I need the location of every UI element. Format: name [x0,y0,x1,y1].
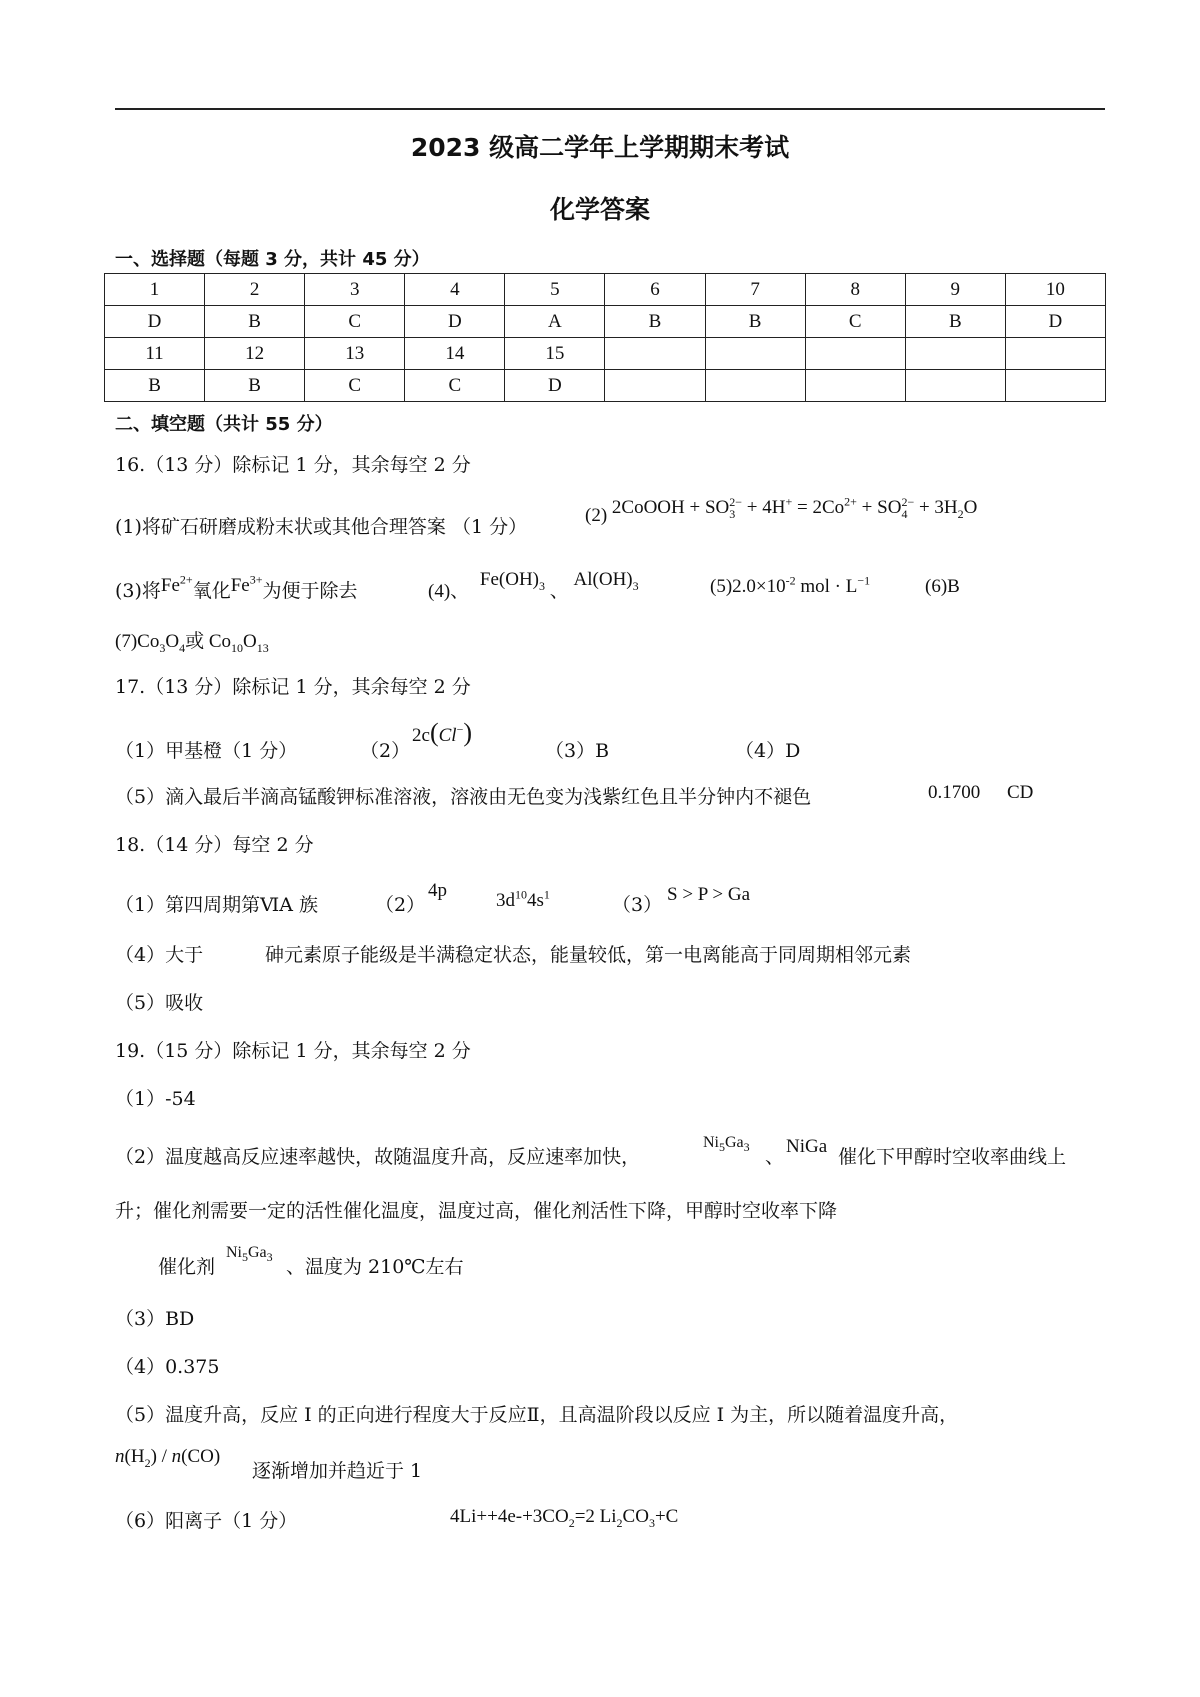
q17-header: 17.（13 分）除标记 1 分，其余每空 2 分 [115,676,471,698]
text: Ni [226,1244,242,1261]
page-subtitle: 化学答案 [549,195,650,224]
text: Fe(OH) [479,569,540,590]
table-cell: 12 [205,338,305,370]
table-cell: 14 [405,338,505,370]
text: 2c [412,725,430,746]
table-cell: 10 [1005,274,1105,306]
text: n [171,1446,182,1467]
q18-answer-3: S > P > Ga [667,884,751,905]
q17-answer-1: （1）甲基橙（1 分） [115,740,298,762]
q19-answer-6-equation: $4Li++4e-+3CO_2=2$ $Li_2CO_3+C$ [450,1506,679,1530]
text: / [156,1446,172,1467]
feoh3: $Fe(OH)_3$ [479,569,546,593]
text: Ga [725,1134,744,1151]
q19-line3-catalyst: $Ni_5Ga_3$ [226,1244,273,1265]
section-1-heading: 一、选择题（每题 3 分，共计 45 分） [115,249,430,270]
q19-answer-4: （4）0.375 [115,1356,220,1378]
q16-answer-4 [428,569,639,603]
q17-answer-4: （4）D [735,740,801,762]
q19-answer-6: （6）阳离子（1 分） [115,1510,298,1532]
table-cell [605,338,705,370]
q19-answer-3: （3）BD [115,1308,195,1330]
q16-answer-1: (1)将矿石研磨成粉末状或其他合理答案 （1 分） [115,516,528,538]
q17-answer-5-value: 0.1700 [928,782,981,803]
text: =2 Li [574,1506,617,1527]
q19-catalyst-ni5ga3: $Ni_5Ga_3$ [703,1134,750,1155]
q17-answer-2: 2c(Cl−) [412,718,473,747]
eq-part: + 3H [914,497,958,518]
q17-answer-3: （3）B [545,740,610,762]
table-cell: B [905,306,1005,338]
aloh3: $Al(OH)_3$ [573,569,639,593]
q18-answer-3-label: （3） [612,894,663,916]
table-cell [905,338,1005,370]
text: mol · L [795,576,858,597]
q16-header: 16.（13 分）除标记 1 分，其余每空 2 分 [115,454,471,476]
q18-answer-4: 砷元素原子能级是半满稳定状态，能量较低，第一电离能高于同周期相邻元素 [265,944,912,966]
table-cell: B [105,370,205,402]
text: O [165,631,180,652]
fe2-ion: $Fe^{2+}$ [160,572,193,596]
table-cell: 2 [205,274,305,306]
table-cell [905,370,1005,402]
eq-part: = 2Co [792,497,845,518]
table-cell: C [405,370,505,402]
table-cell: D [405,306,505,338]
table-cell [805,338,905,370]
answer-table [104,273,1106,402]
q19-answer-1: （1）-54 [115,1088,196,1110]
table-cell: 15 [505,338,605,370]
fe3-ion: $Fe^{3+}$ [230,572,263,596]
text: (CO) [181,1446,221,1467]
table-cell: 11 [105,338,205,370]
table-cell: 8 [805,274,905,306]
q17-answer-5: （5）滴入最后半滴高锰酸钾标准溶液，溶液由无色变为浅紫红色且半分钟内不褪色 [115,786,812,808]
table-cell: C [805,306,905,338]
table-cell [1005,370,1105,402]
q19-answer-2-part1: （2）温度越高反应速率越快，故随温度升高，反应速率加快， [115,1146,641,1168]
text: O [243,631,257,652]
table-cell [705,370,805,402]
q19-header: 19.（15 分）除标记 1 分，其余每空 2 分 [115,1040,471,1062]
table-cell: B [705,306,805,338]
table-cell: 7 [705,274,805,306]
q18-answer-2b: $3d^{10}4s^1$ [496,887,550,911]
text: (3)将 [115,580,161,602]
table-cell: 4 [405,274,505,306]
table-row [105,274,1106,306]
text: CO [622,1506,649,1527]
text: 3d [496,890,515,911]
text: (7)Co [115,631,160,652]
q19-answer-2-line3-a: 催化剂 [158,1256,216,1278]
q18-answer-2a: 4p [428,880,447,901]
text: 或 Co [185,631,231,652]
table-cell: C [305,306,405,338]
table-row [105,370,1106,402]
page-title: 2023 级高二学年上学期期末考试 [410,133,790,162]
q19-answer-5-line1: （5）温度升高，反应 I 的正向进行程度大于反应Ⅱ，且高温阶段以反应 I 为主，所以随着温度升高， [115,1404,959,1426]
eq-part: + 4H [742,497,786,518]
table-cell: B [205,370,305,402]
exponent: -2 [785,573,796,588]
table-cell: 6 [605,274,705,306]
q16-a2-equation: 2CoOOH + $SO_3^{2-} + 4H^+ = 2Co^{2+} + SO_4^{2-} + 3H_2O$ [611,494,978,521]
table-cell: D [105,306,205,338]
q16-answer-2 [585,494,978,527]
top-rule [115,108,1105,110]
table-cell: 3 [305,274,405,306]
q17-answer-5-options: CD [1007,782,1034,803]
q18-answer-5: （5）吸收 [115,992,204,1014]
q19-answer-5-line2: 逐渐增加并趋近于 1 [252,1460,423,1482]
q19-ratio-formula: $n(H_2) / n(CO)$ [115,1446,221,1470]
text: Ni [703,1134,719,1151]
table-cell: 13 [305,338,405,370]
table-cell [605,370,705,402]
table-cell [705,338,805,370]
section-2-heading: 二、填空题（共计 55 分） [115,414,333,435]
q18-answer-4-label: （4）大于 [115,944,204,966]
q17-answer-2-label: （2） [360,740,411,762]
text: Cl [438,725,457,746]
table-cell: C [305,370,405,402]
text: (H [124,1446,145,1467]
q19-answer-2-line3-b: 、温度为 210℃左右 [286,1256,464,1278]
text: Fe [230,575,250,596]
text: n [115,1446,125,1467]
table-cell: 1 [105,274,205,306]
q16-answer-7: $(7)Co_3O_4$或 $Co_{10}O_{13}$ [115,631,269,655]
table-row [105,306,1106,338]
eq-part: 2CoOOH + SO [611,497,730,518]
text: 4s [527,890,544,911]
table-cell [805,370,905,402]
text: (4)、 [428,581,470,602]
q19-catalyst-niga: NiGa [786,1136,828,1157]
text: (5)2.0×10 [710,576,786,597]
text: ) [150,1446,157,1467]
text: 、 [549,581,569,602]
q19-sep: 、 [765,1146,785,1168]
q16-answer-5 [710,573,871,598]
table-cell: 9 [905,274,1005,306]
q16-answer-3 [115,572,358,603]
exponent: −1 [857,573,871,588]
q19-answer-2-part2: 催化下甲醇时空收率曲线上 [838,1146,1067,1168]
q16-a2-label: (2) [585,505,608,526]
q16-answer-6: (6)B [925,576,960,597]
q19-answer-2-line2: 升；催化剂需要一定的活性催化温度，温度过高，催化剂活性下降，甲醇时空收率下降 [115,1200,838,1222]
text: +C [654,1506,679,1527]
table-cell: B [605,306,705,338]
text: 4Li++4e-+3CO [450,1506,569,1527]
table-cell: D [1005,306,1105,338]
eq-part: O [963,497,978,518]
q18-header: 18.（14 分）每空 2 分 [115,834,314,856]
text: 为便于除去 [262,580,358,602]
text: 氧化 [192,580,231,602]
table-cell: A [505,306,605,338]
text: Ga [248,1244,267,1261]
q18-answer-2-label: （2） [375,894,426,916]
table-cell: B [205,306,305,338]
text: Al(OH) [573,569,633,590]
eq-part: + SO [856,497,902,518]
table-cell [1005,338,1105,370]
table-cell: 5 [505,274,605,306]
q18-answer-1: （1）第四周期第ⅥA 族 [115,894,318,916]
table-row [105,338,1106,370]
table-cell: D [505,370,605,402]
text: Fe [160,575,180,596]
